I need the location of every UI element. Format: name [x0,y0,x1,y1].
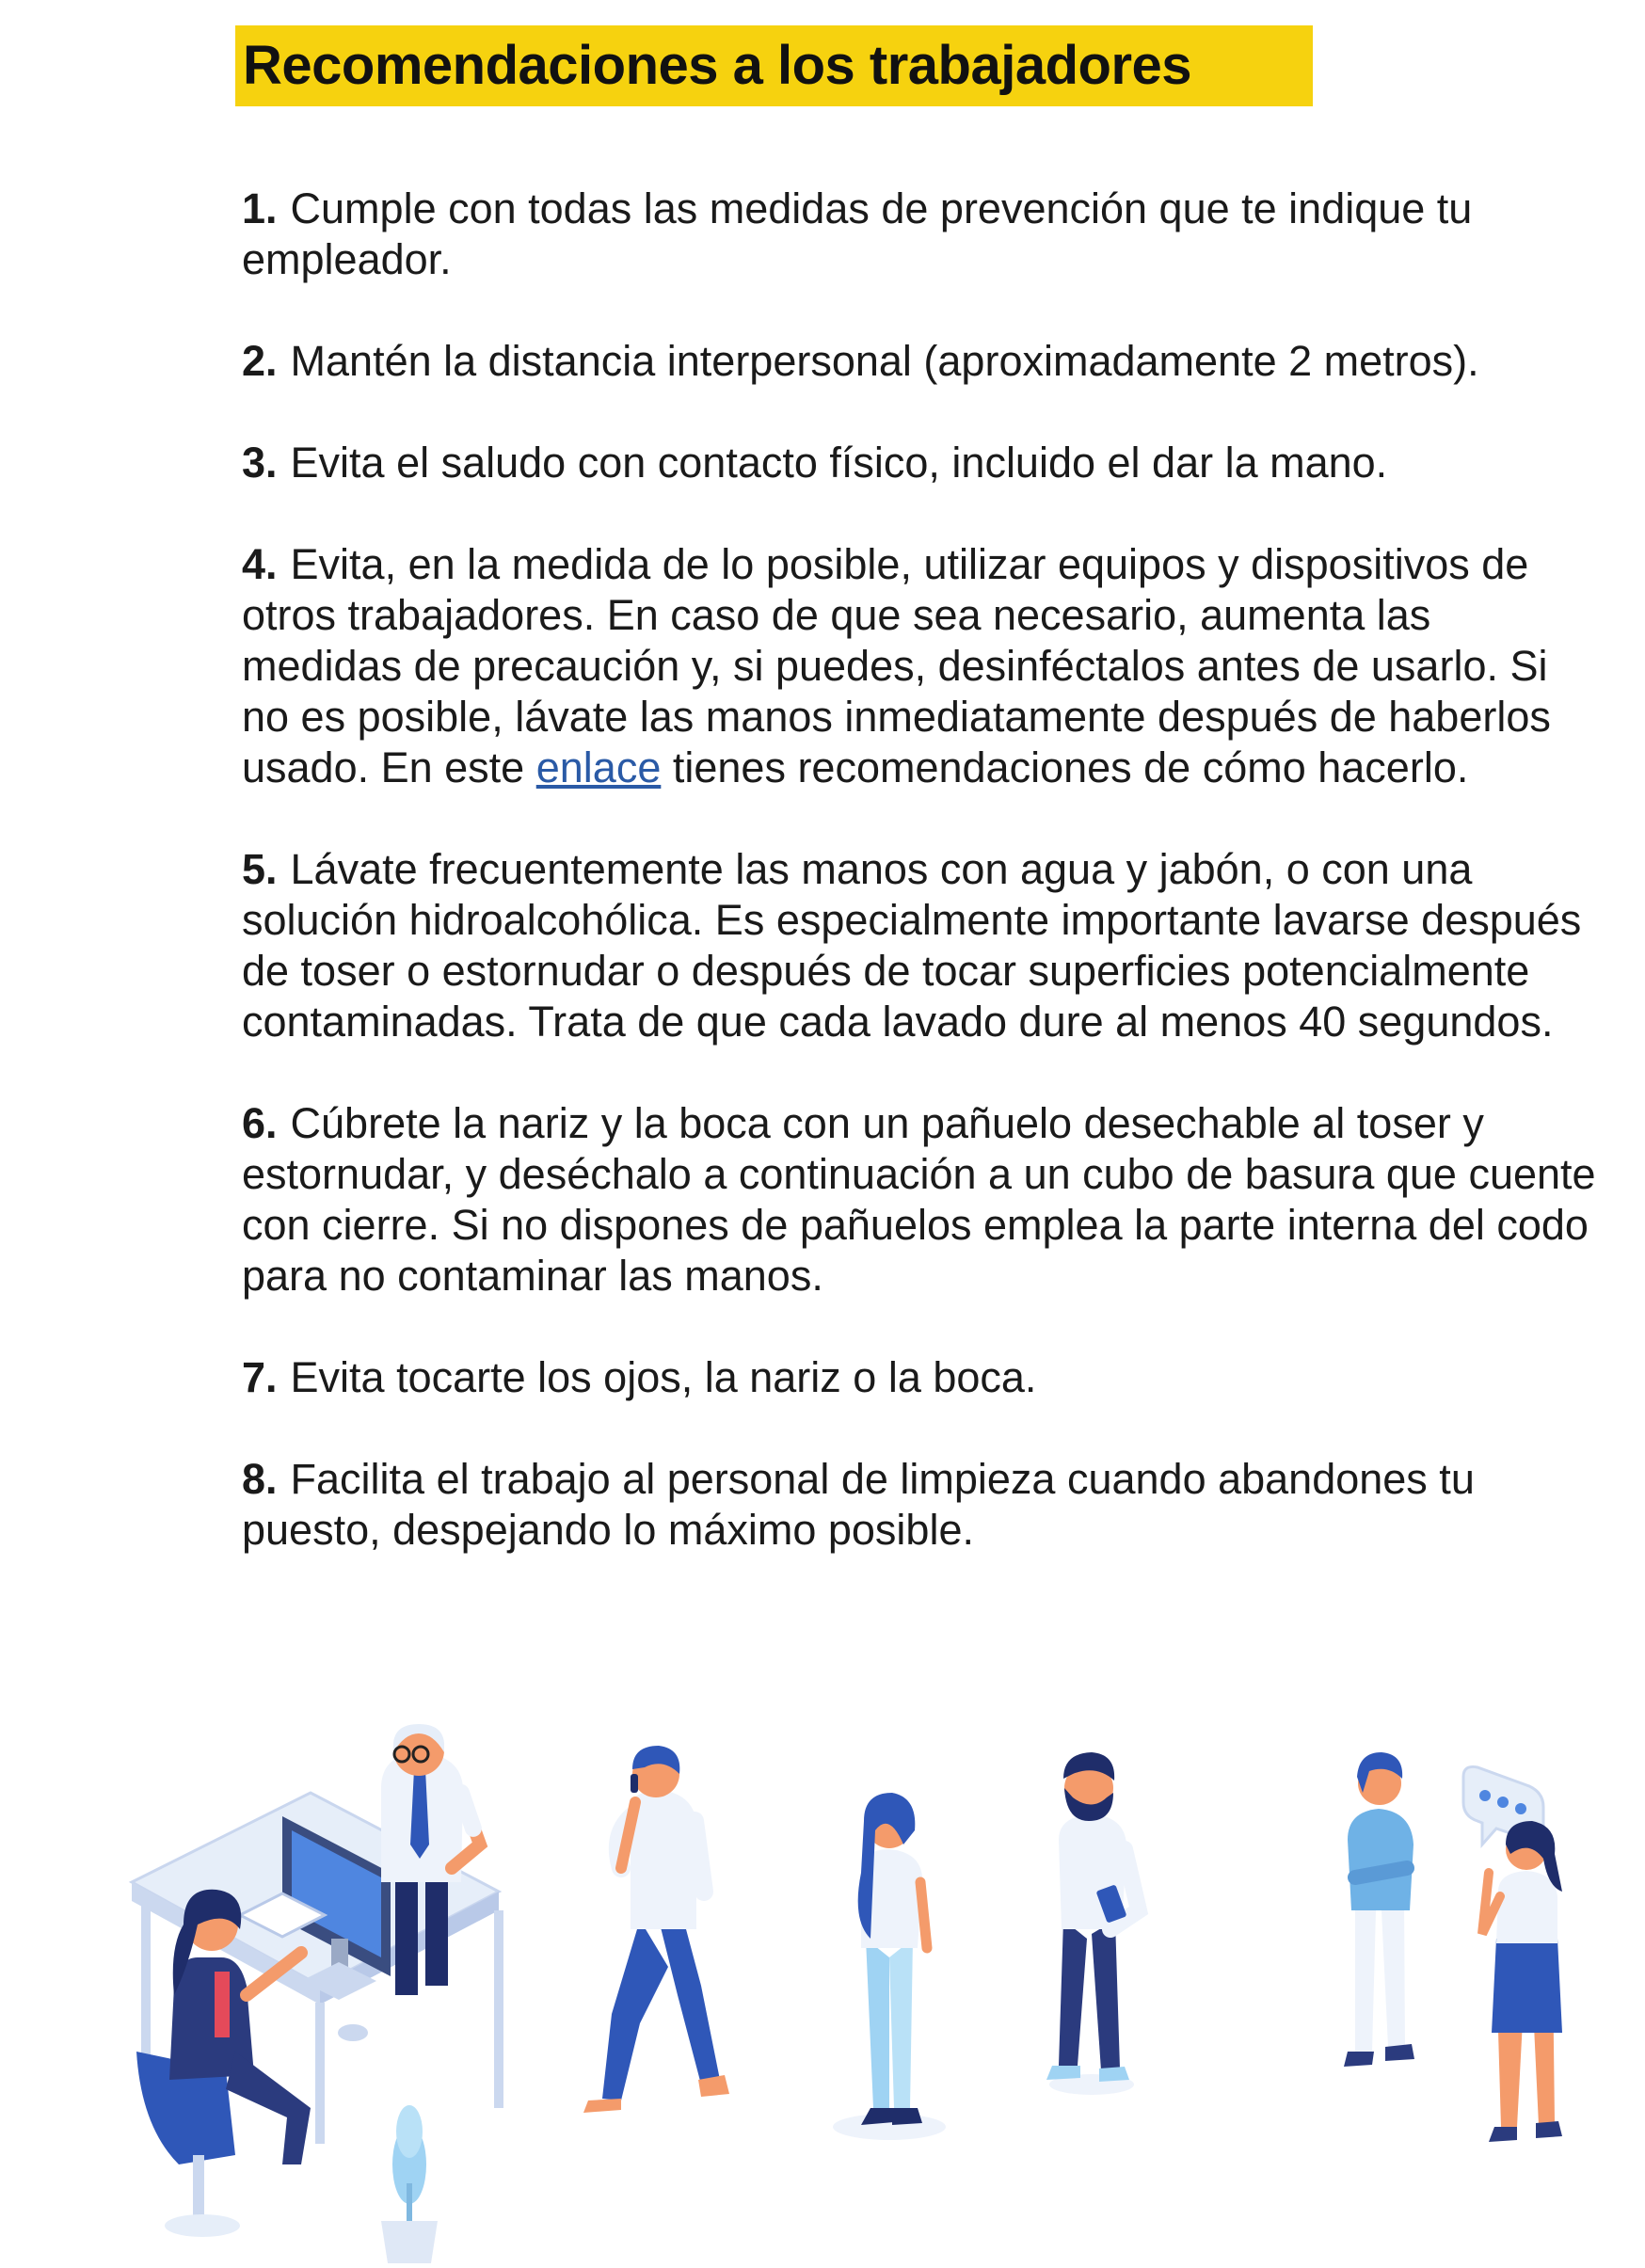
woman-standing-figure [833,1793,946,2140]
page-title: Recomendaciones a los trabajadores [243,35,1192,96]
item-number: 1. [242,184,278,232]
man-arms-crossed-figure [1344,1752,1414,2067]
man-phone-walking-figure [583,1746,729,2113]
item-text: Evita el saludo con contacto físico, incluido el dar la mano. [290,439,1388,487]
recommendation-item-7 [242,1352,1597,1403]
woman-talking-figure [1482,1821,1562,2142]
man-beard-tablet-figure [1046,1752,1139,2095]
recommendation-item-2 [242,336,1597,387]
item-text: Lávate frecuentemente las manos con agua y jabón, o con una solución hidroalcohólica. Es especialmente importante lavarse después de toser o estornudar o después de tocar superficies potencialmente contaminadas. Trata de que cada lavado dure al menos 40 segundos. [242,845,1582,1046]
item-text: Evita, en la medida de lo posible, utilizar equipos y dispositivos de otros trabajadores. En caso de que sea necesario, aumenta las medidas de precaución y, si puedes, desinféctalos antes de usarlo. Si no es posible, lávate las manos inmediatamente después de haberlos usado. En este [242,540,1551,791]
item-number: 4. [242,540,278,588]
item-text: Mantén la distancia interpersonal (aproximadamente 2 metros). [290,337,1479,385]
enlace-link[interactable]: enlace [535,743,662,791]
item-text: Cumple con todas las medidas de prevención que te indique tu empleador. [242,184,1473,283]
recommendation-item-1 [242,184,1597,285]
item-number: 7. [242,1353,278,1401]
item-text: Evita tocarte los ojos, la nariz o la boca. [290,1353,1037,1401]
standing-man-glasses-figure [381,1724,480,1995]
recommendation-item-8 [242,1454,1597,1556]
plant-figure [381,2105,438,2263]
recommendation-item-5 [242,844,1597,1047]
item-number: 6. [242,1099,278,1147]
recommendation-item-4 [242,539,1597,793]
recommendation-item-6 [242,1098,1597,1302]
item-number: 2. [242,337,278,385]
item-number: 8. [242,1455,278,1503]
item-text: tienes recomendaciones de cómo hacerlo. [672,743,1469,791]
item-number: 3. [242,439,278,487]
office-workers-illustration [0,1722,1645,2268]
item-text: Facilita el trabajo al personal de limpieza cuando abandones tu puesto, despejando lo máximo posible. [242,1455,1475,1554]
item-number: 5. [242,845,278,893]
item-text: Cúbrete la nariz y la boca con un pañuelo desechable al toser y estornudar, y deséchalo a continuación a un cubo de basura que cuente con cierre. Si no dispones de pañuelos emplea la parte interna del codo para no contaminar las manos. [242,1099,1596,1300]
recommendation-item-3 [242,438,1597,488]
recommendations-list [242,184,1597,1556]
